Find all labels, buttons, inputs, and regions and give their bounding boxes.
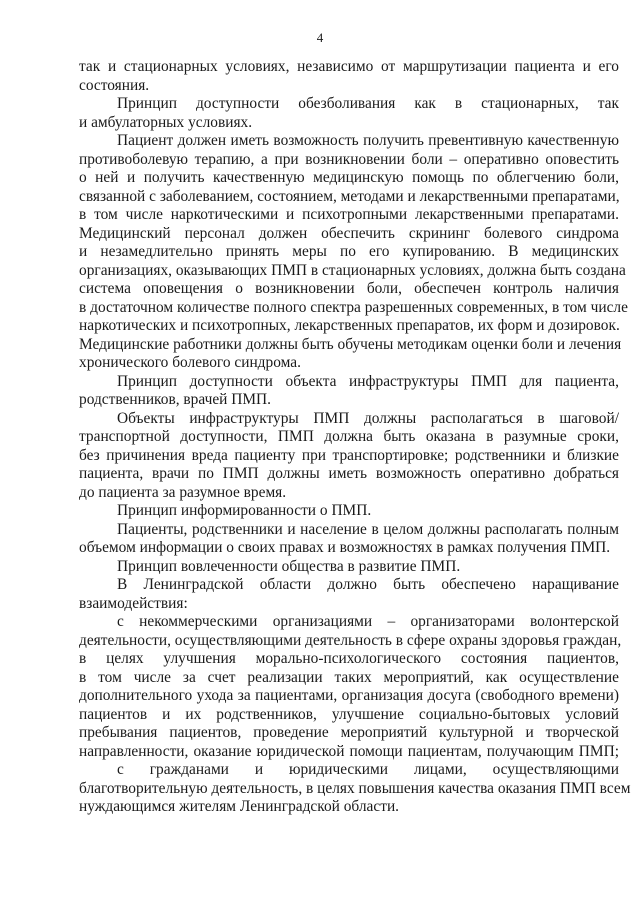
body-text xyxy=(79,58,631,817)
text-line: Принцип вовлеченности общества в развитие ПМП. xyxy=(117,557,461,575)
text-line: Объекты инфраструктуры ПМП должны располагаться в шаговой/ xyxy=(117,409,619,427)
text-line: деятельности, осуществляющими деятельность в сфере охраны здоровья граждан, xyxy=(79,631,622,649)
text-line: Медицинские работники должны быть обучены методикам оценки боли и лечения xyxy=(79,335,622,353)
text-line: с некоммерческими организациями – организаторами волонтерской xyxy=(117,613,619,630)
text-line: так и стационарных условиях, независимо от маршрутизации пациента и его xyxy=(79,58,619,75)
text-line: до пациента за разумное время. xyxy=(79,483,287,501)
text-line: Пациент должен иметь возможность получить превентивную качественную xyxy=(117,132,619,149)
text-line: и амбулаторных условиях. xyxy=(79,113,253,131)
text-line: с гражданами и юридическими лицами, осуществляющими xyxy=(117,761,619,778)
text-line: дополнительного ухода за пациентами, организация досуга (свободного времени) xyxy=(79,687,619,704)
text-line: в том числе наркотическими и психотропными лекарственными препаратами. xyxy=(79,206,619,223)
text-line: в достаточном количестве полного спектра разрешенных современных, в том числе xyxy=(79,298,628,316)
text-line: в том числе за счет реализации таких мероприятий, как осуществление xyxy=(79,668,619,686)
text-line: организациях, оказывающих ПМП в стационарных условиях, должна быть создана xyxy=(79,261,626,279)
text-line: Пациенты, родственники и население в целом должны располагать полным xyxy=(117,520,619,538)
text-line: Принцип доступности объекта инфраструктуры ПМП для пациента, xyxy=(117,372,619,390)
text-line: транспортной доступности, ПМП должна быть оказана в разумные сроки, xyxy=(79,428,619,445)
text-line: система оповещения о возникновении боли, обеспечен контроль наличия xyxy=(79,280,619,297)
text-line: В Ленинградской области должно быть обеспечено наращивание xyxy=(117,576,619,593)
text-line: родственников, врачей ПМП. xyxy=(79,391,271,408)
text-line: взаимодействия: xyxy=(79,594,188,612)
text-line: в целях улучшения морально-психологического состояния пациентов, xyxy=(79,650,619,667)
text-line: наркотических и психотропных, лекарственных препаратов, их форм и дозировок. xyxy=(79,317,620,334)
text-line: и незамедлительно принять меры по его купированию. В медицинских xyxy=(79,243,619,260)
text-line: пациента, врачи по ПМП должны иметь возможность оперативно добраться xyxy=(79,465,619,482)
text-line: Принцип информированности о ПМП. xyxy=(117,502,372,519)
text-line: направленности, оказание юридической помощи пациентам, получающим ПМП; xyxy=(79,742,619,760)
text-line: объемом информации о своих правах и возможностях в рамках получения ПМП. xyxy=(79,539,611,556)
text-line: состояния. xyxy=(79,76,150,94)
text-line: Медицинский персонал должен обеспечить скрининг болевого синдрома xyxy=(79,224,619,242)
text-line: хронического болевого синдрома. xyxy=(79,354,301,371)
text-line: противоболевую терапию, а при возникновении боли – оперативно оповестить xyxy=(79,150,619,168)
text-line: пребывания пациентов, проведение мероприятий культурной и творческой xyxy=(79,724,619,741)
text-line: связанной с заболеванием, состоянием, методами и лекарственными препаратами, xyxy=(79,187,620,205)
text-line: благотворительную деятельность, в целях повышения качества оказания ПМП всем xyxy=(79,779,631,797)
text-line: о ней и получить качественную медицинскую помощь по облегчению боли, xyxy=(79,169,619,186)
text-line: пациентов и их родственников, улучшение социально-бытовых условий xyxy=(79,705,619,723)
text-line: Принцип доступности обезболивания как в стационарных, так xyxy=(117,95,619,112)
page-number: 4 xyxy=(316,30,324,45)
text-line: без причинения вреда пациенту при транспортировке; родственники и близкие xyxy=(79,446,619,464)
text-line: нуждающимся жителям Ленинградской области. xyxy=(79,798,400,815)
